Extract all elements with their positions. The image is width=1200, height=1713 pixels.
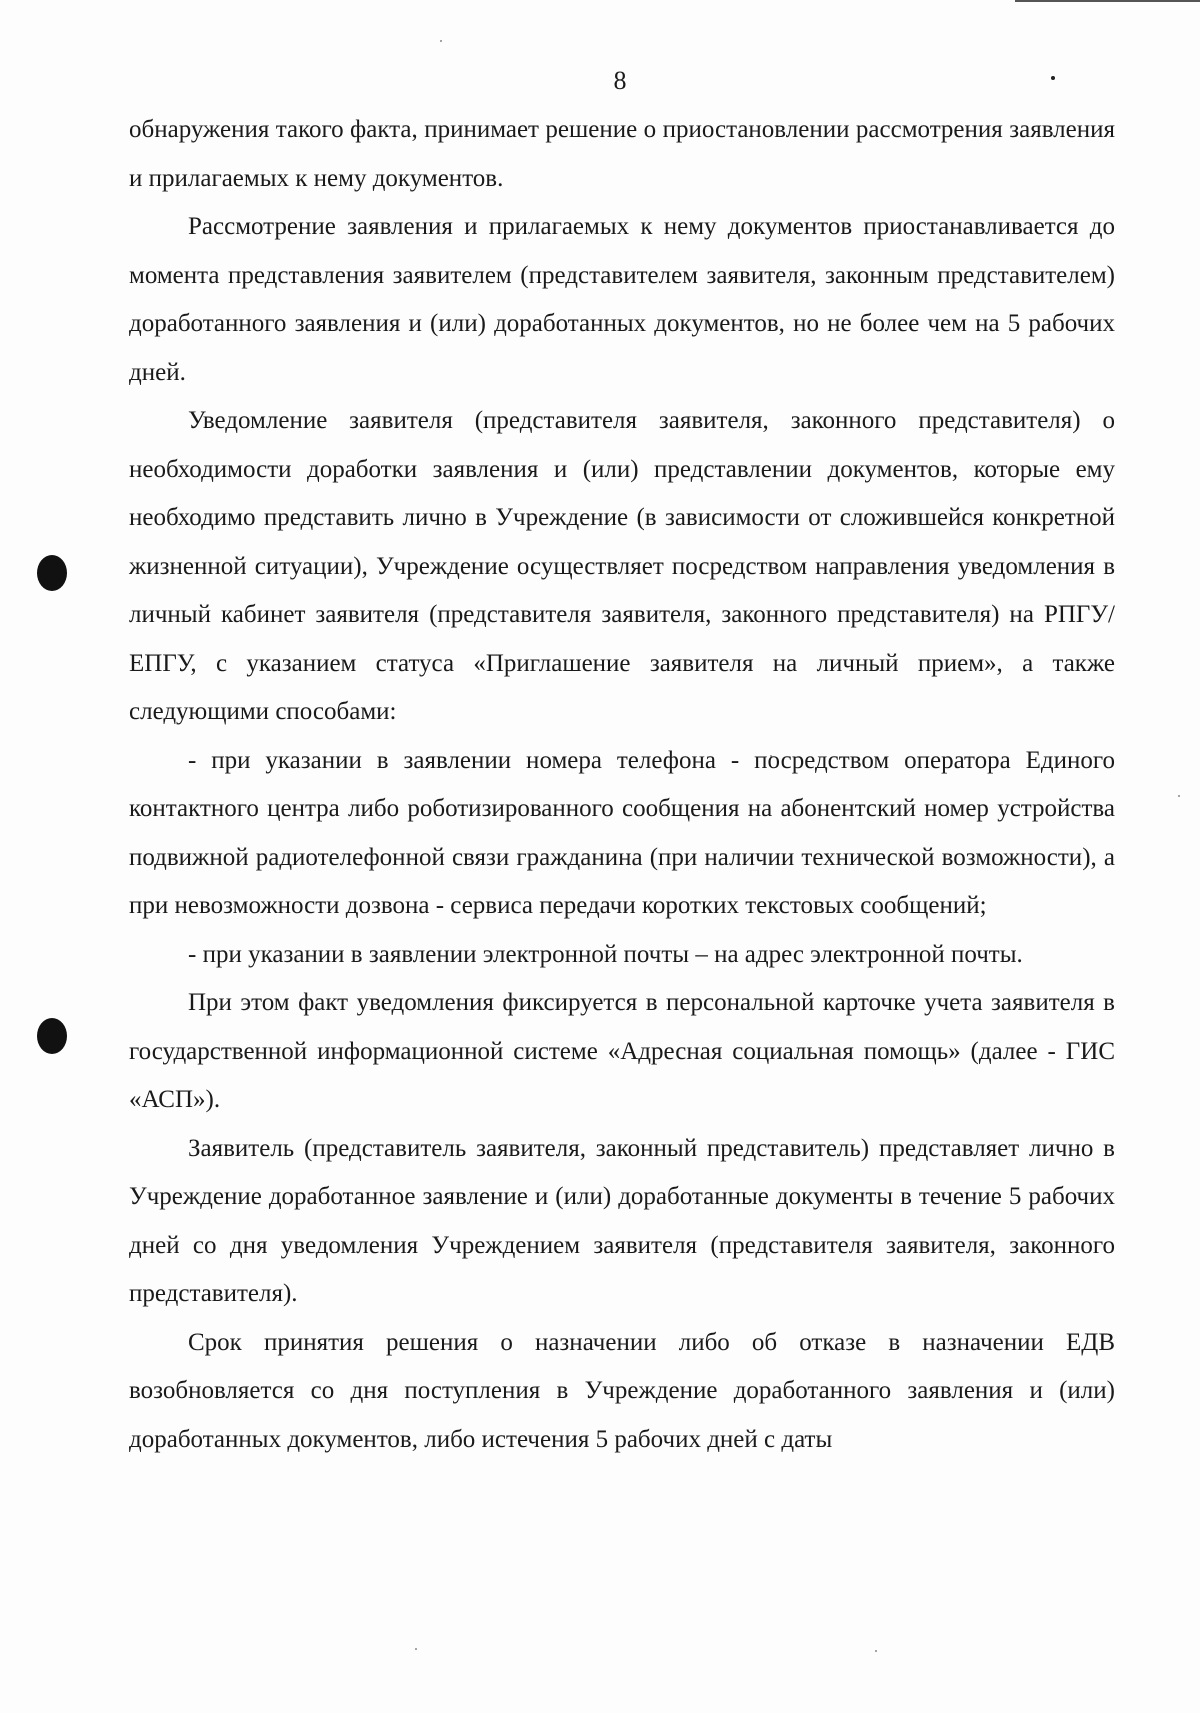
paragraph-continuation: обнаружения такого факта, принимает решение о приостановлении рассмотрения заявления и прилагаемых к нему документов. [129, 116, 1115, 192]
paragraph-suspension: Рассмотрение заявления и прилагаемых к нему документов приостанавливается до момента представления заявителем (представителем заявителя, законным представителем) доработанного заявления и (или) доработанных документов, но не более чем на 5 рабочих дней. [129, 213, 1115, 386]
scan-noise-dot [875, 1650, 877, 1652]
paragraph-phone-notification: - при указании в заявлении номера телефона - посредством оператора Единого контактного центра либо роботизированного сообщения на абонентский номер устройства подвижной радиотелефонной связи гражданина (при наличии технической возможности), а при невозможности дозвона - сервиса передачи коротких текстовых сообщений; [129, 746, 1115, 919]
paragraph-decision-term: Срок принятия решения о назначении либо об отказе в назначении ЕДВ возобновляется со дня поступления в Учреждение доработанного заявления и (или) доработанных документов, либо истечения 5 рабочих дней с даты [129, 1328, 1115, 1453]
paragraph-email-notification: - при указании в заявлении электронной почты – на адрес электронной почты. [188, 940, 1023, 968]
paragraph-notification: Уведомление заявителя (представителя заявителя, законного представителя) о необходимости доработки заявления и (или) представлении документов, которые ему необходимо представить лично в Учреждение (в зависимости от сложившейся конкретной жизненной ситуации), Учреждение осуществляет посредством направления уведомления в личный кабинет заявителя (представителя заявителя, законного представителя) на РПГУ/ЕПГУ, с указанием статуса «Приглашение заявителя на личный прием», а также следующими способами: [129, 407, 1115, 725]
paragraph-notification-record: При этом факт уведомления фиксируется в персональной карточке учета заявителя в государственной информационной системе «Адресная социальная помощь» (далее - ГИС «АСП»). [129, 989, 1115, 1113]
punch-hole-mark [37, 1018, 67, 1054]
scan-top-edge-line [1015, 0, 1200, 2]
page-number: 8 [613, 66, 627, 95]
punch-hole-mark [37, 555, 67, 591]
scan-noise-dot [440, 40, 442, 42]
paragraph-applicant-submission: Заявитель (представитель заявителя, законный представитель) представляет лично в Учреждение доработанное заявление и (или) доработанные документы в течение 5 рабочих дней со дня уведомления Учреждением заявителя (представителя заявителя, законного представителя). [129, 1134, 1115, 1307]
document-body [129, 106, 1115, 1464]
scan-noise-dot [415, 1648, 417, 1650]
scan-noise-dot [1178, 795, 1180, 797]
